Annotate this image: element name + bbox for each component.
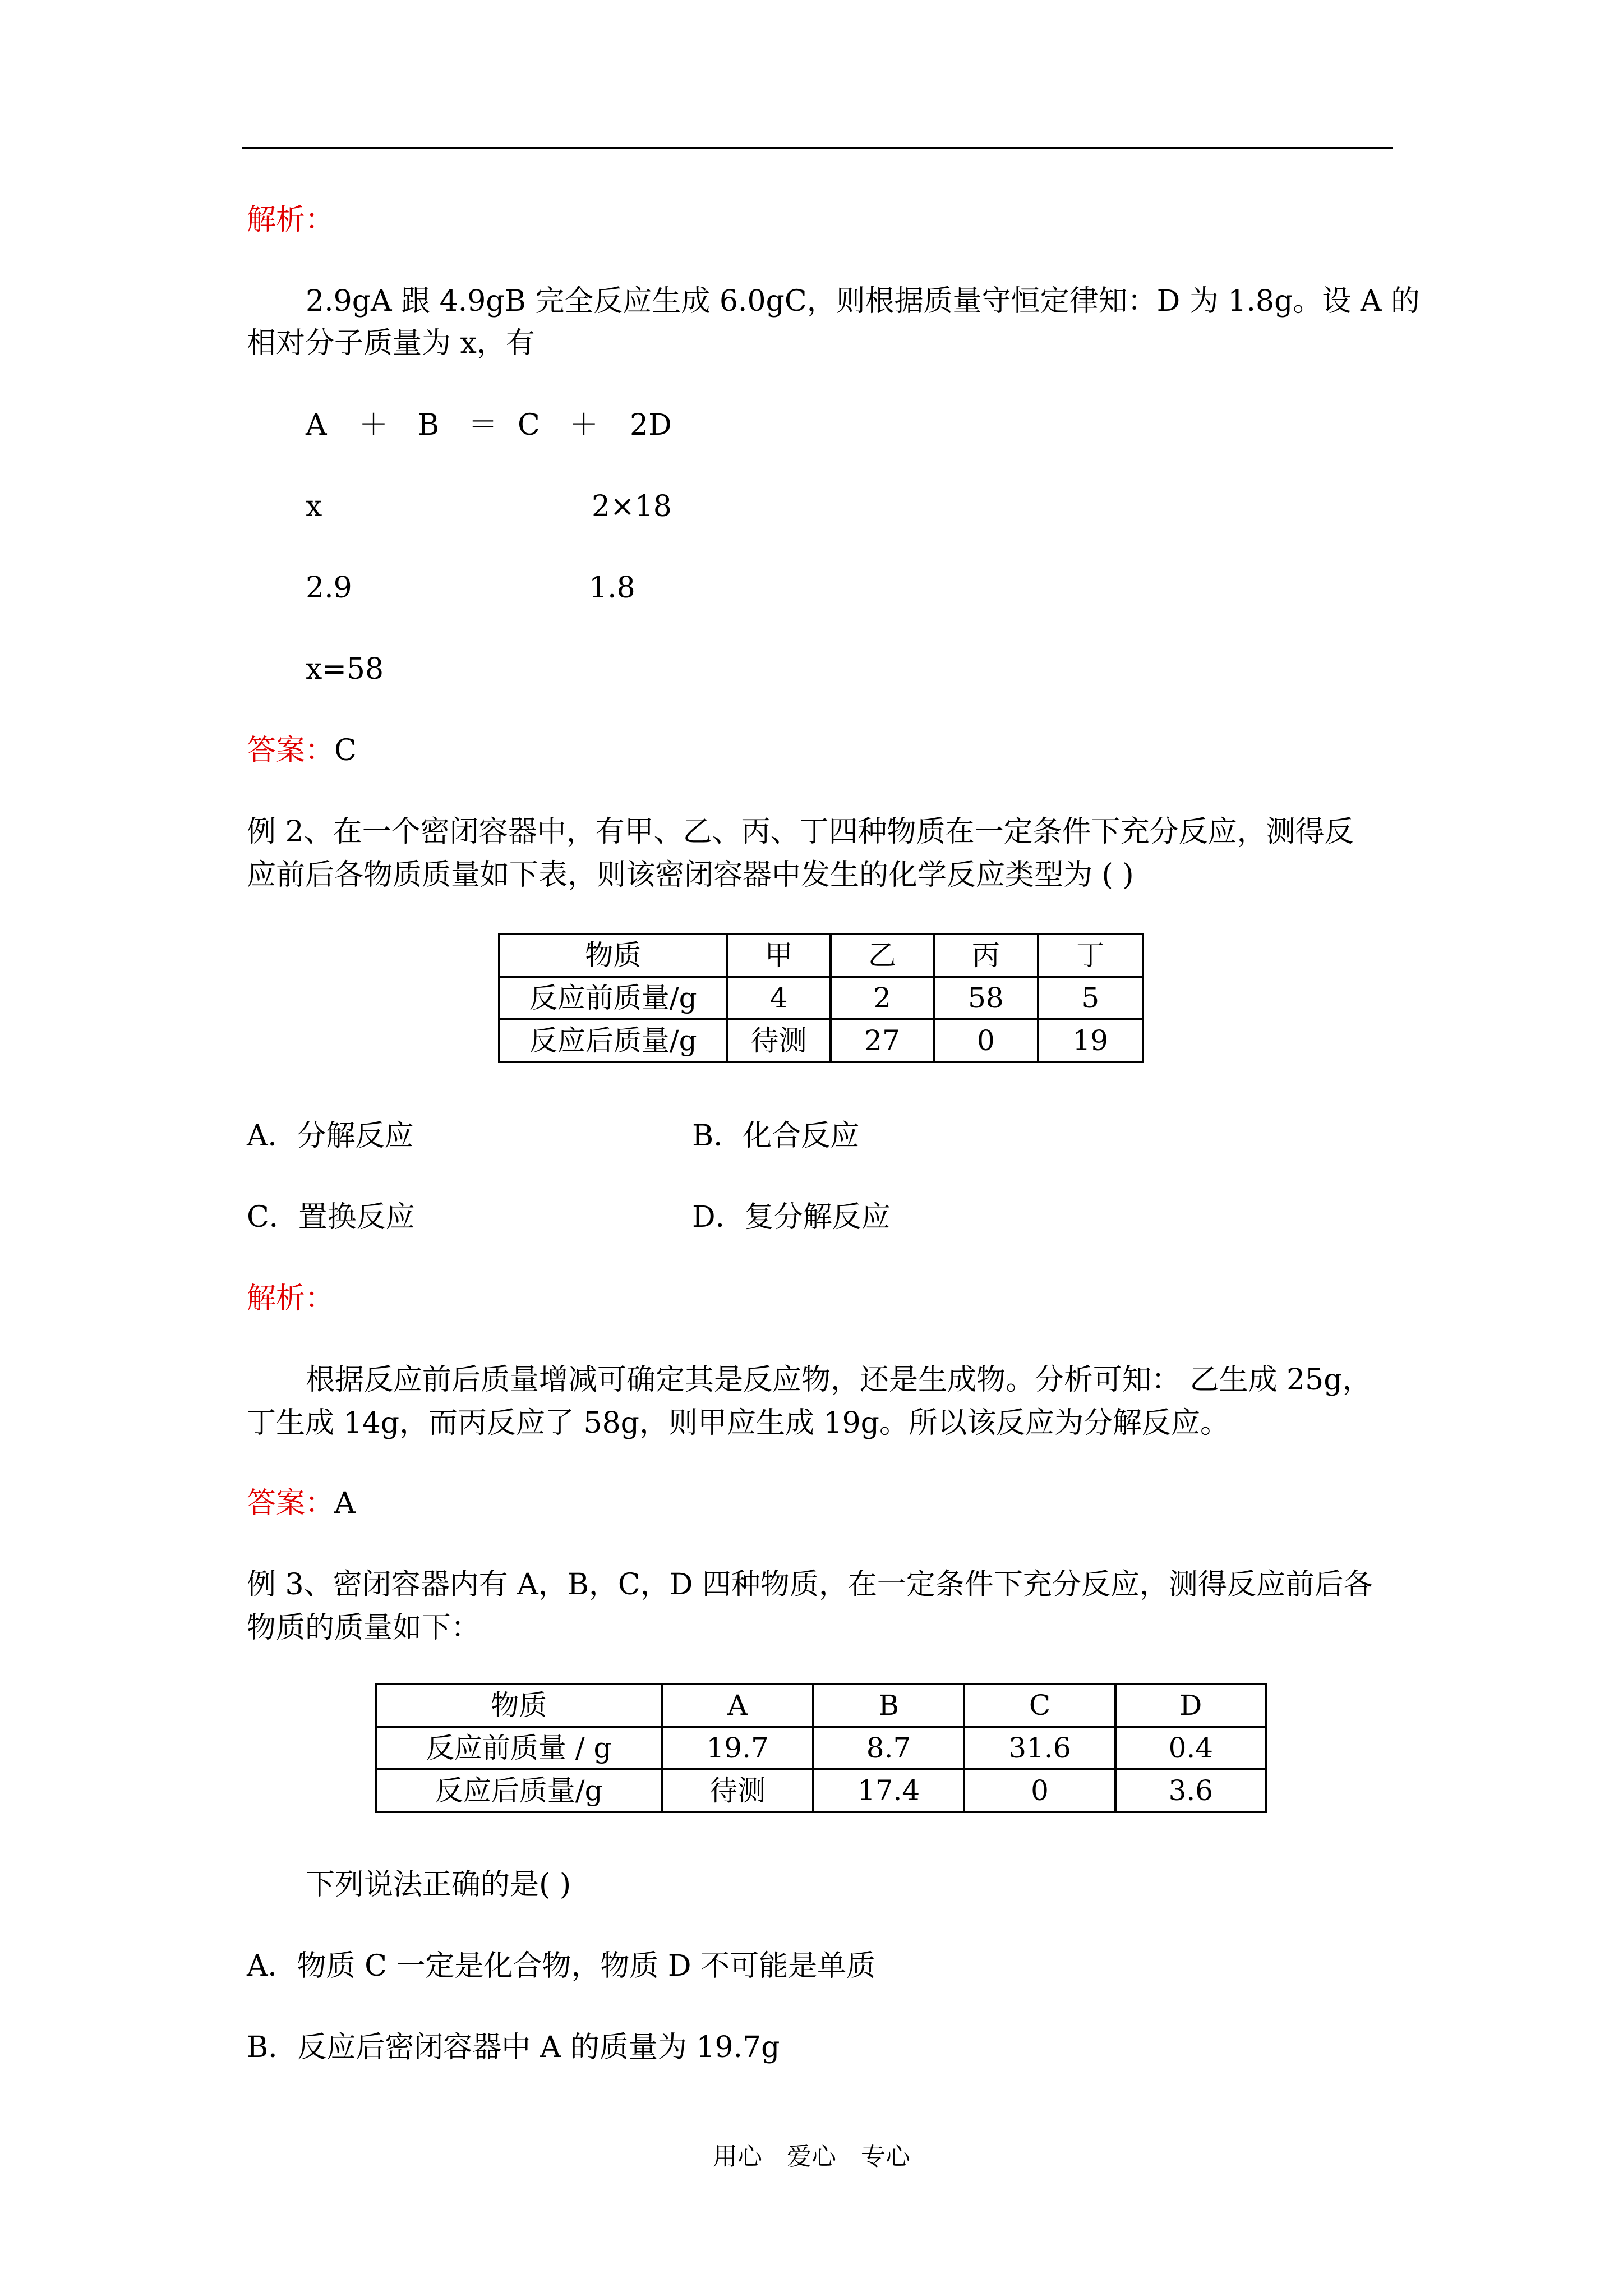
answer-label: 答案：	[247, 734, 335, 767]
equation-c: C	[518, 408, 540, 442]
example2-question-line1: 例 2、在一个密闭容器中，有甲、乙、丙、丁四种物质在一定条件下充分反应，测得反	[247, 815, 1354, 849]
option-a: A．物质 C 一定是化合物，物质 D 不可能是单质	[247, 1949, 876, 1983]
equation-result: x=58	[306, 652, 384, 686]
answer-value: C	[334, 734, 357, 767]
analysis-paragraph-line2: 丁生成 14g，而丙反应了 58g，则甲应生成 19g。所以该反应为分解反应。	[247, 1406, 1229, 1440]
option-d: D．复分解反应	[692, 1200, 891, 1234]
equation-plus: ＋	[569, 408, 599, 442]
table-cell: 8.7	[813, 1727, 964, 1769]
mass-left: x	[306, 490, 322, 523]
answer-label: 答案：	[247, 1487, 335, 1520]
example3-question-line1: 例 3、密闭容器内有 A，B，C，D 四种物质，在一定条件下充分反应，测得反应前后各	[247, 1568, 1373, 1602]
answer-line	[247, 728, 357, 773]
table-row	[499, 1019, 1143, 1062]
table-header-cell: A	[662, 1684, 813, 1727]
equation-b: B	[418, 408, 440, 442]
table-header-row	[499, 934, 1143, 977]
table-cell: 反应前质量/g	[499, 977, 727, 1019]
equation-a: A	[306, 408, 327, 442]
equation-equals: ＝	[468, 408, 498, 442]
table-cell: 27	[831, 1019, 934, 1062]
equation-2d: 2D	[630, 408, 672, 442]
analysis-paragraph-line2: 相对分子质量为 x，有	[247, 326, 535, 360]
option-a: A．分解反应	[247, 1119, 414, 1153]
answer-value: A	[334, 1487, 356, 1520]
example3-table	[375, 1683, 1267, 1813]
table-cell: 19	[1038, 1019, 1143, 1062]
option-b: B．化合反应	[692, 1119, 860, 1153]
analysis-label: 解析：	[247, 203, 335, 237]
analysis-label: 解析：	[247, 1282, 335, 1315]
table-header-cell: 丙	[934, 934, 1038, 977]
example2-table	[498, 933, 1144, 1063]
table-cell: 待测	[727, 1019, 830, 1062]
table-header-cell: 丁	[1038, 934, 1143, 977]
table-header-cell: D	[1115, 1684, 1266, 1727]
analysis-paragraph-line1: 根据反应前后质量增减可确定其是反应物，还是生成物。分析可知： 乙生成 25g，	[306, 1363, 1372, 1397]
table-row	[376, 1727, 1266, 1769]
table-header-cell: 物质	[499, 934, 727, 977]
table-cell: 3.6	[1115, 1769, 1266, 1812]
option-c: C．置换反应	[247, 1200, 415, 1234]
analysis-paragraph-line1: 2.9gA 跟 4.9gB 完全反应生成 6.0gC，则根据质量守恒定律知：D 为 1.8g。设 A 的	[306, 284, 1420, 318]
answer-line	[247, 1481, 356, 1526]
table-header-cell: B	[813, 1684, 964, 1727]
table-cell: 0.4	[1115, 1727, 1266, 1769]
table-cell: 反应后质量/g	[376, 1769, 662, 1812]
table-header-cell: 甲	[727, 934, 830, 977]
table-cell: 反应前质量 / g	[376, 1727, 662, 1769]
header-rule	[242, 147, 1393, 149]
table-cell: 31.6	[964, 1727, 1115, 1769]
table-header-cell: 物质	[376, 1684, 662, 1727]
table-header-cell: 乙	[831, 934, 934, 977]
example3-question-line2: 物质的质量如下：	[247, 1611, 481, 1645]
table-cell: 5	[1038, 977, 1143, 1019]
value-left: 2.9	[306, 571, 352, 605]
table-row	[499, 977, 1143, 1019]
table-cell: 4	[727, 977, 830, 1019]
table-cell: 反应后质量/g	[499, 1019, 727, 1062]
example2-question-line2: 应前后各物质质量如下表，则该密闭容器中发生的化学反应类型为 ( )	[247, 858, 1134, 892]
page-footer: 用心 爱心 专心	[713, 2142, 910, 2171]
table-cell: 0	[964, 1769, 1115, 1812]
option-b: B．反应后密闭容器中 A 的质量为 19.7g	[247, 2031, 780, 2064]
mass-right: 2×18	[592, 490, 672, 523]
table-cell: 17.4	[813, 1769, 964, 1812]
table-row	[376, 1769, 1266, 1812]
table-header-row	[376, 1684, 1266, 1727]
table-cell: 19.7	[662, 1727, 813, 1769]
table-header-cell: C	[964, 1684, 1115, 1727]
table-cell: 58	[934, 977, 1038, 1019]
equation-plus: ＋	[359, 408, 389, 442]
table-cell: 2	[831, 977, 934, 1019]
example3-prompt: 下列说法正确的是( )	[306, 1868, 571, 1902]
table-cell: 0	[934, 1019, 1038, 1062]
table-cell: 待测	[662, 1769, 813, 1812]
value-right: 1.8	[589, 571, 635, 605]
